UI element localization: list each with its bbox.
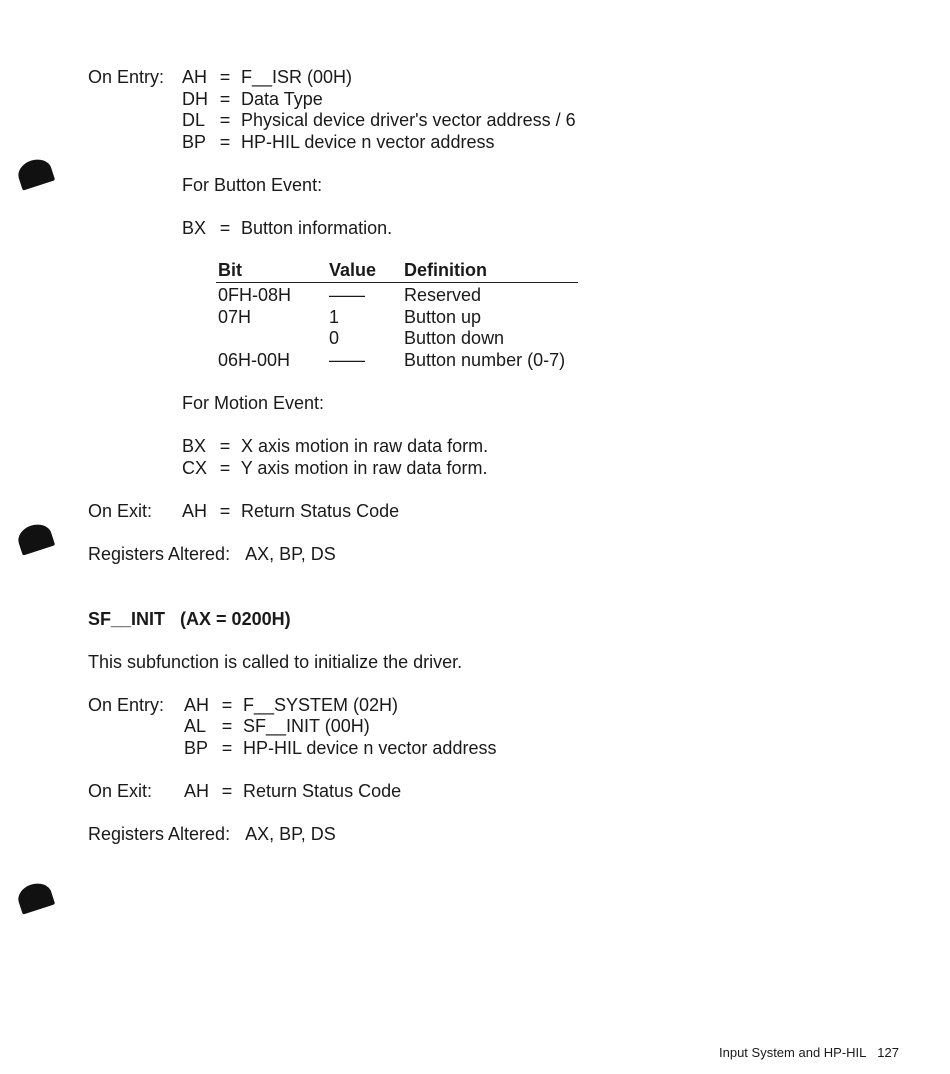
registers-altered-label: Registers Altered: bbox=[88, 824, 231, 844]
register-description: X axis motion in raw data form. bbox=[241, 436, 489, 456]
register-name: AH bbox=[182, 501, 208, 521]
register-name: AH bbox=[182, 67, 208, 87]
equals-sign: = bbox=[221, 695, 233, 715]
binder-hole-mark bbox=[15, 155, 55, 190]
motion-bx bbox=[182, 435, 488, 457]
table-cell-definition: Button up bbox=[404, 307, 482, 327]
register-name: AH bbox=[184, 781, 210, 801]
registers-altered-label: Registers Altered: bbox=[88, 544, 231, 564]
register-description: Data Type bbox=[241, 89, 323, 109]
isr-exit-label: On Exit: bbox=[88, 501, 153, 521]
table-cell-definition: Button down bbox=[404, 328, 505, 348]
table-header-definition: Definition bbox=[404, 260, 487, 280]
table-header-rule bbox=[216, 282, 578, 283]
register-name: DH bbox=[182, 89, 208, 109]
binder-hole-mark bbox=[15, 520, 55, 555]
equals-sign: = bbox=[219, 501, 231, 521]
register-name: BX bbox=[182, 218, 207, 238]
init-exit-label: On Exit: bbox=[88, 781, 153, 801]
equals-sign: = bbox=[219, 67, 231, 87]
table-cell-bit: 06H-00H bbox=[218, 350, 291, 370]
equals-sign: = bbox=[221, 716, 233, 736]
equals-sign: = bbox=[219, 218, 231, 238]
sf-init-heading-args: (AX = 0200H) bbox=[180, 609, 291, 629]
isr-entry-dl bbox=[182, 109, 576, 131]
equals-sign: = bbox=[219, 458, 231, 478]
sf-init-heading bbox=[88, 608, 291, 630]
table-cell-value: 0 bbox=[329, 328, 340, 348]
binder-hole-mark bbox=[15, 879, 55, 914]
register-name: BX bbox=[182, 436, 207, 456]
registers-altered-value: AX, BP, DS bbox=[245, 824, 336, 844]
sf-init-heading-name: SF__INIT bbox=[88, 609, 166, 629]
equals-sign: = bbox=[221, 781, 233, 801]
init-registers-altered bbox=[88, 823, 336, 845]
init-entry-al bbox=[184, 715, 370, 737]
init-entry-bp bbox=[184, 737, 496, 759]
table-cell-value: —— bbox=[329, 350, 365, 370]
footer-section-title: Input System and HP-HIL bbox=[719, 1045, 867, 1060]
register-description: SF__INIT (00H) bbox=[243, 716, 370, 736]
register-name: BP bbox=[182, 132, 207, 152]
button-event-label: For Button Event: bbox=[182, 175, 323, 195]
init-entry-ah bbox=[184, 694, 398, 716]
table-cell-definition: Reserved bbox=[404, 285, 482, 305]
register-description: Return Status Code bbox=[241, 501, 400, 521]
page-number: 127 bbox=[877, 1045, 899, 1060]
bx-button-info bbox=[182, 217, 392, 239]
isr-entry-dh bbox=[182, 88, 323, 110]
page-footer bbox=[719, 1042, 899, 1064]
register-description: F__ISR (00H) bbox=[241, 67, 353, 87]
register-name: AL bbox=[184, 716, 207, 736]
motion-cx bbox=[182, 457, 487, 479]
register-description: HP-HIL device n vector address bbox=[243, 738, 497, 758]
register-name: AH bbox=[184, 695, 210, 715]
isr-registers-altered bbox=[88, 543, 336, 565]
table-cell-value: —— bbox=[329, 285, 365, 305]
equals-sign: = bbox=[219, 89, 231, 109]
registers-altered-value: AX, BP, DS bbox=[245, 544, 336, 564]
equals-sign: = bbox=[219, 436, 231, 456]
table-header-bit: Bit bbox=[218, 260, 242, 280]
sf-init-description: This subfunction is called to initialize the driver. bbox=[88, 652, 463, 672]
register-description: Physical device driver's vector address / 6 bbox=[241, 110, 576, 130]
isr-exit-ah bbox=[182, 500, 399, 522]
table-cell-bit: 07H bbox=[218, 307, 252, 327]
register-description: F__SYSTEM (02H) bbox=[243, 695, 399, 715]
isr-entry-ah bbox=[182, 66, 352, 88]
table-cell-definition: Button number (0-7) bbox=[404, 350, 566, 370]
register-name: BP bbox=[184, 738, 209, 758]
equals-sign: = bbox=[221, 738, 233, 758]
register-description: HP-HIL device n vector address bbox=[241, 132, 495, 152]
table-cell-bit: 0FH-08H bbox=[218, 285, 292, 305]
register-name: CX bbox=[182, 458, 208, 478]
register-description: Y axis motion in raw data form. bbox=[240, 458, 488, 478]
isr-entry-bp bbox=[182, 131, 494, 153]
equals-sign: = bbox=[219, 132, 231, 152]
table-cell-value: 1 bbox=[329, 307, 340, 327]
motion-event-label: For Motion Event: bbox=[182, 393, 325, 413]
isr-entry-label: On Entry: bbox=[88, 67, 165, 87]
init-exit-ah bbox=[184, 780, 401, 802]
equals-sign: = bbox=[219, 110, 231, 130]
table-header-value: Value bbox=[329, 260, 377, 280]
init-entry-label: On Entry: bbox=[88, 695, 165, 715]
register-name: DL bbox=[182, 110, 206, 130]
register-description: Button information. bbox=[241, 218, 393, 238]
register-description: Return Status Code bbox=[243, 781, 402, 801]
